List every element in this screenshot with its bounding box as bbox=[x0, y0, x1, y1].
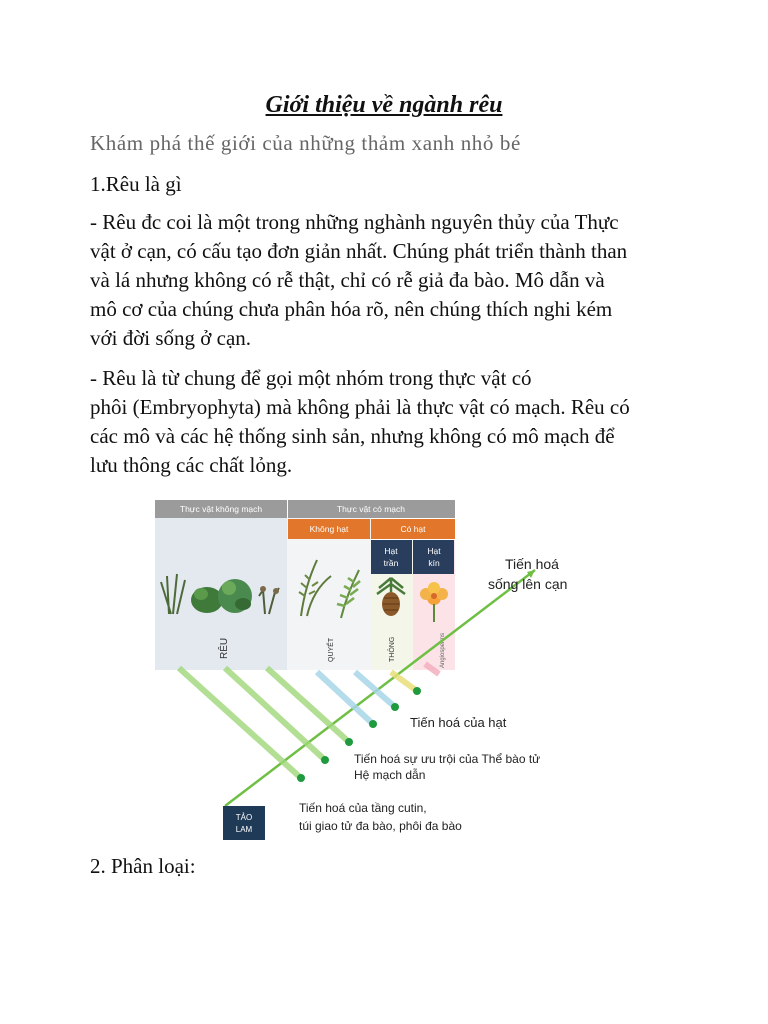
algae-box bbox=[223, 806, 265, 840]
branch-moss-2 bbox=[225, 668, 325, 760]
paragraph-1-line: với đời sống ở cạn. bbox=[90, 326, 252, 350]
header-gymnosperm-line2: trần bbox=[383, 558, 399, 568]
branch-pine bbox=[391, 672, 417, 691]
section-heading-1: 1.Rêu là gì bbox=[90, 172, 182, 196]
paragraph-1-line: vật ở cạn, có cấu tạo đơn giản nhất. Chúng phát triển thành than bbox=[90, 239, 628, 263]
node-seed bbox=[413, 687, 421, 695]
annotation-land-line2: sống lên cạn bbox=[488, 576, 568, 592]
annotation-seed: Tiến hoá của hạt bbox=[410, 715, 507, 730]
paragraph-2-line: lưu thông các chất lỏng. bbox=[90, 453, 293, 477]
annotation-land-line1: Tiến hoá bbox=[505, 556, 559, 572]
paragraph-2-line: - Rêu là từ chung để gọi một nhóm trong thực vật có bbox=[90, 366, 532, 390]
paragraph-1 bbox=[90, 208, 690, 353]
label-algae-line1: TẢO bbox=[235, 813, 253, 822]
paragraph-1-line: - Rêu đc coi là một trong những nghành nguyên thủy của Thực bbox=[90, 210, 619, 234]
header-angiosperm-line2: kín bbox=[428, 558, 440, 568]
node-cutin bbox=[297, 774, 305, 782]
label-pine: THÔNG bbox=[389, 636, 396, 662]
header-seedless: Không hạt bbox=[309, 524, 349, 534]
paragraph-2-line: phôi (Embryophyta) mà không phải là thực vật có mạch. Rêu có bbox=[90, 395, 630, 419]
label-moss: RÊU bbox=[219, 637, 230, 659]
header-angiosperm-line1: Hạt bbox=[427, 546, 441, 556]
section-heading-2: 2. Phân loại: bbox=[90, 854, 196, 878]
branch-moss-3 bbox=[267, 668, 349, 742]
label-angiosperms: Angiosperms bbox=[440, 632, 446, 668]
node-vascular bbox=[369, 720, 377, 728]
annotation-sporophyte-line2: Hệ mạch dẫn bbox=[354, 768, 426, 782]
node-2 bbox=[321, 756, 329, 764]
paragraph-1-line: mô cơ của chúng chưa phân hóa rõ, nên chúng thích nghi kém bbox=[90, 297, 613, 321]
paragraph-1-line: và lá nhưng không có rễ thật, chỉ có rễ giả đa bào. Mô dẫn và bbox=[90, 268, 605, 292]
paragraph-2-line: các mô và các hệ thống sinh sản, nhưng không có mô mạch để bbox=[90, 424, 615, 448]
label-algae-line2: LAM bbox=[235, 825, 253, 834]
header-gymnosperm-line1: Hạt bbox=[384, 546, 398, 556]
annotation-cutin-line2: túi giao tử đa bào, phôi đa bào bbox=[299, 819, 462, 833]
annotation-cutin-line1: Tiến hoá của tầng cutin, bbox=[299, 801, 427, 815]
paragraph-2 bbox=[90, 364, 690, 480]
document-title: Giới thiệu về ngành rêu bbox=[265, 92, 503, 118]
annotation-sporophyte-line1: Tiến hoá sự ưu trội của Thể bào tử bbox=[354, 752, 541, 766]
header-vascular: Thực vật có mạch bbox=[336, 504, 406, 514]
document-subtitle: Khám phá thế giới của những thảm xanh nhỏ bé bbox=[90, 131, 521, 155]
label-fern: QUYẾT bbox=[328, 637, 335, 662]
header-nonvascular: Thực vật không mạch bbox=[179, 504, 263, 514]
node-3 bbox=[345, 738, 353, 746]
plant-evolution-figure bbox=[155, 496, 605, 841]
header-seed: Có hạt bbox=[400, 524, 426, 534]
plant-evolution-diagram bbox=[155, 496, 605, 841]
node-5 bbox=[391, 703, 399, 711]
